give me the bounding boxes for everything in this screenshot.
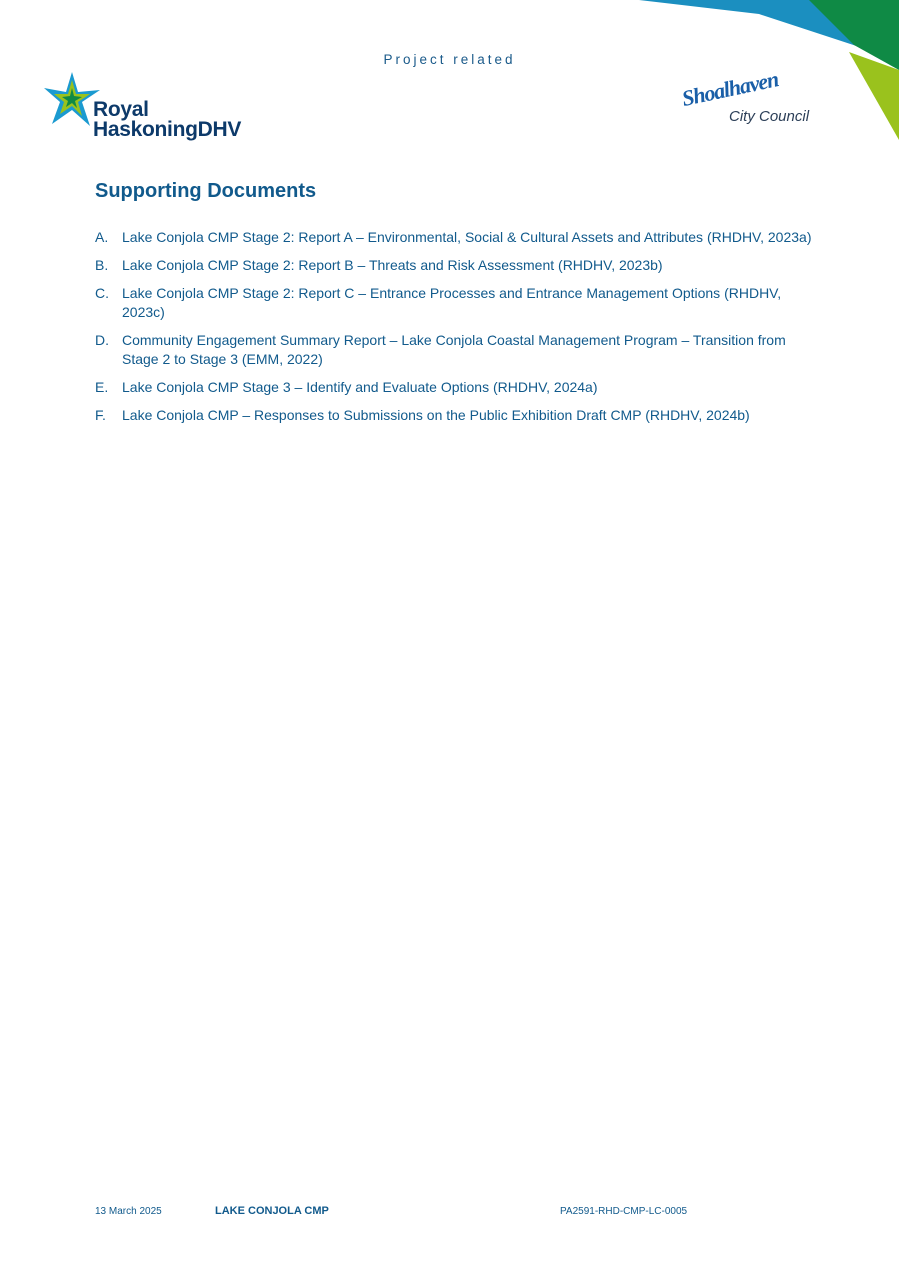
royal-haskoning-logo (42, 70, 262, 150)
item-letter: A. (95, 229, 109, 245)
item-text: Lake Conjola CMP Stage 2: Report A – Environmental, Social & Cultural Assets and Attributes (RHDHV, 2023a) (122, 229, 812, 245)
footer-project: LAKE CONJOLA CMP (215, 1205, 329, 1217)
list-item (95, 406, 815, 425)
item-letter: B. (95, 257, 109, 273)
page-title: Supporting Documents (95, 180, 317, 202)
logo-line-2: HaskoningDHV (93, 118, 242, 141)
shoalhaven-logo (679, 66, 825, 136)
city-council-text: City Council (729, 108, 810, 125)
list-item (95, 256, 815, 275)
list-item (95, 378, 815, 397)
list-item (95, 228, 815, 247)
item-letter: E. (95, 379, 109, 395)
item-text: Lake Conjola CMP Stage 3 – Identify and Evaluate Options (RHDHV, 2024a) (122, 379, 598, 395)
item-text: Lake Conjola CMP Stage 2: Report B – Threats and Risk Assessment (RHDHV, 2023b) (122, 257, 663, 273)
footer-date: 13 March 2025 (95, 1206, 162, 1217)
classification-label: Project related (383, 52, 516, 67)
item-letter: C. (95, 285, 109, 301)
logo-line-1: Royal (93, 98, 149, 121)
list-item (95, 284, 815, 322)
list-item (95, 331, 815, 369)
item-text: Community Engagement Summary Report – Lake Conjola Coastal Management Program – Transition from Stage 2 to Stage 3 (EMM, 2022) (122, 332, 786, 367)
footer-reference: PA2591-RHD-CMP-LC-0005 (560, 1206, 688, 1217)
page-footer (0, 1206, 899, 1222)
item-letter: D. (95, 332, 109, 348)
supporting-documents-list (95, 228, 815, 434)
item-text: Lake Conjola CMP Stage 2: Report C – Entrance Processes and Entrance Management Options (RHDHV, 2023c) (122, 285, 782, 320)
item-letter: F. (95, 407, 106, 423)
shoalhaven-brand: Shoalhaven (679, 66, 781, 112)
item-text: Lake Conjola CMP – Responses to Submissions on the Public Exhibition Draft CMP (RHDHV, 2024b) (122, 407, 750, 423)
